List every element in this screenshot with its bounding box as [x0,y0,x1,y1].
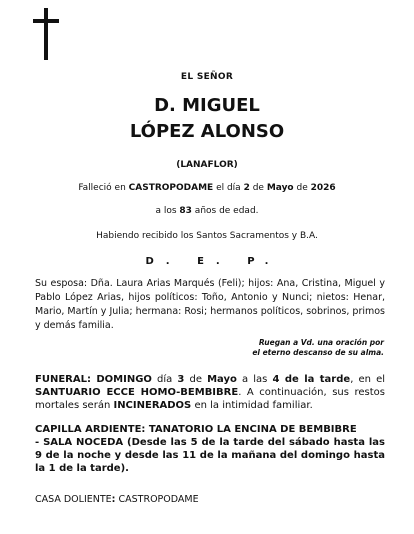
name-line-2: LÓPEZ ALONSO [129,121,285,142]
prayer-request: Ruegan a Vd. una oración por el eterno descanso de su alma. [252,338,384,357]
alias: (LANAFLOR) [176,160,238,170]
chapel-info: CAPILLA ARDIENTE: TANATORIO LA ENCINA DE BEMBIBRE - SALA NOCEDA (Desde las 5 de la tarde del sábado hasta las 9 de la noche y desde las 11 de la mañana del domingo hasta la 1 de la tarde). [35,424,385,474]
title: EL SEÑOR [180,72,234,82]
age-statement: a los 83 años de edad. [155,206,259,216]
funeral-info: FUNERAL: DOMINGO día 3 de Mayo a las 4 de la tarde, en el SANTUARIO ECCE HOMO-BEMBIBRE. A continuación, sus restos mortales serán INCINERADOS en la intimidad familiar. [35,374,386,411]
dep-heading: D. E. P. [145,256,281,267]
name-line-1: D. MIGUEL [154,95,260,116]
death-statement: Falleció en CASTROPODAME el día 2 de Mayo de 2026 [78,183,336,193]
cross-icon [33,8,59,60]
sacraments-statement: Habiendo recibido los Santos Sacramentos y B.A. [96,231,318,241]
family-text: Su esposa: Dña. Laura Arias Marqués (Feli); hijos: Ana, Cristina, Miguel y Pablo López Arias, hijos políticos: Toño, Antonio y Nunci; nietos: Henar, Mario, Martín y Julia; hermana: Rosi; hermanos políticos, sobrinos, primos y demás familia. [35,278,385,331]
mourning-house: CASA DOLIENTE: CASTROPODAME [35,494,199,505]
